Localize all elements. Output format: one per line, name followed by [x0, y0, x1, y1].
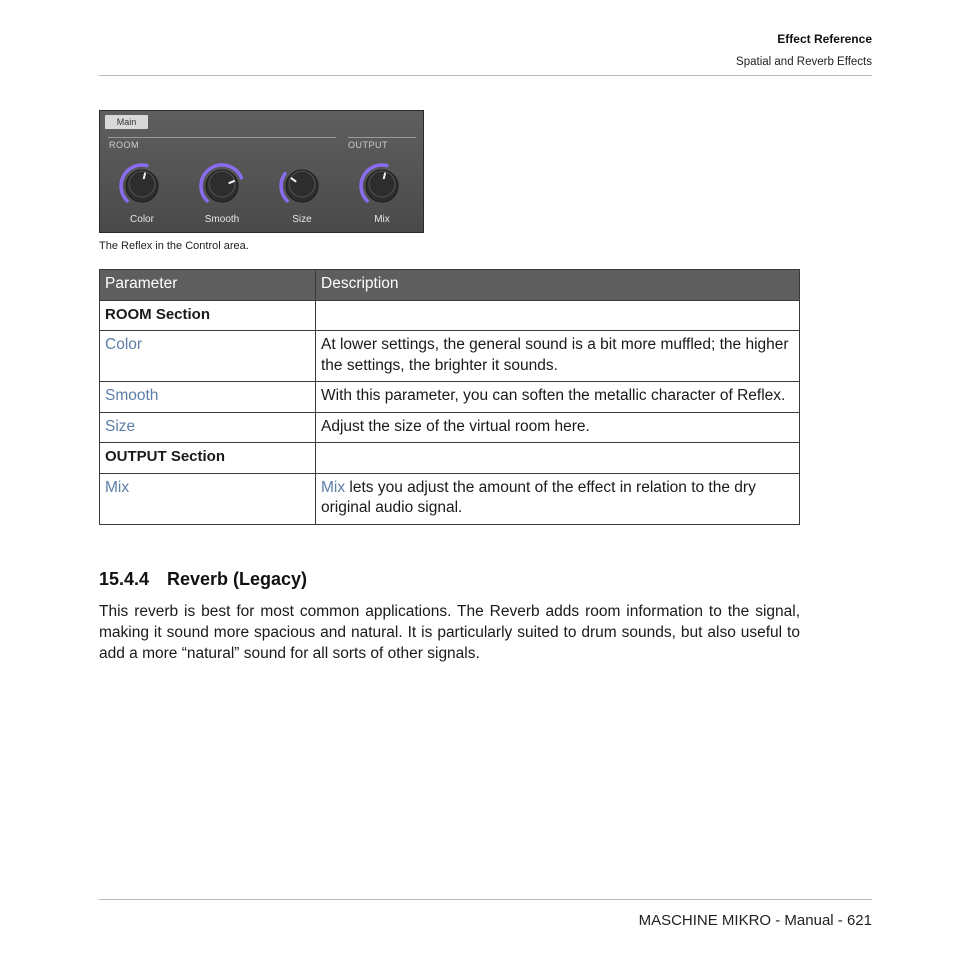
table-header-row [100, 270, 800, 301]
section-body: This reverb is best for most common applications. The Reverb adds room information to the signal, making it sound more spacious and natural. It is particularly suited to drum sounds, but also useful to add a more “natural” sound for all sorts of other signals. [99, 603, 800, 662]
knob-graphic [117, 161, 167, 211]
knob-label-color: Color [130, 214, 154, 225]
section-name: ROOM Section [105, 305, 211, 323]
parameter-link: Color [105, 336, 143, 353]
room-section-line [108, 137, 336, 138]
table-row [100, 412, 800, 443]
parameter-name-cell[interactable] [100, 473, 316, 524]
parameter-name-cell[interactable] [100, 382, 316, 413]
section-name-cell [100, 300, 316, 331]
page-footer: MASCHINE MIKRO - Manual - 621 [638, 912, 872, 929]
description-cell [316, 443, 800, 474]
knob-label-mix: Mix [374, 214, 390, 225]
figure-caption: The Reflex in the Control area. [99, 240, 249, 252]
output-section-label: OUTPUT [348, 140, 388, 150]
page-header-subtitle: Spatial and Reverb Effects [736, 56, 872, 68]
control-area-panel [99, 110, 424, 233]
knob-label-smooth: Smooth [204, 214, 240, 225]
room-section-label: ROOM [109, 140, 139, 150]
table-row [100, 473, 800, 524]
section-name: OUTPUT Section [105, 448, 226, 465]
section-name-cell [100, 443, 316, 474]
section-title: Reverb (Legacy) [167, 569, 308, 589]
description-text: Adjust the size of the virtual room here. [321, 417, 590, 435]
description-cell [316, 382, 800, 413]
page-header-title: Effect Reference [777, 32, 872, 46]
parameter-name-cell[interactable] [100, 412, 316, 443]
description-text: lets you adjust the amount of the effect in relation to the dry original audio signal. [321, 478, 756, 516]
section-heading [99, 569, 307, 590]
column-header-description: Description [316, 270, 800, 301]
description-text: With this parameter, you can soften the metallic character of Reflex. [321, 387, 786, 404]
parameter-link: Size [105, 417, 136, 435]
description-cell [316, 412, 800, 443]
knob-graphic [277, 161, 327, 211]
parameter-link: Smooth [105, 387, 159, 404]
header-rule [99, 75, 872, 76]
table-row [100, 382, 800, 413]
description-cell [316, 331, 800, 382]
table-body [100, 300, 800, 524]
knob-size[interactable] [277, 161, 327, 211]
description-link[interactable]: Mix [321, 478, 346, 496]
output-section-line [348, 137, 416, 138]
description-text: At lower settings, the general sound is a bit more muffled; the higher the settings, the brighter it sounds. [321, 336, 789, 374]
table-row [100, 331, 800, 382]
description-cell [316, 300, 800, 331]
tab-main[interactable]: Main [105, 115, 148, 129]
parameter-link: Mix [105, 478, 130, 496]
knob-pointer [384, 173, 385, 178]
column-header-parameter: Parameter [100, 270, 316, 301]
section-number: 15.4.4 [99, 569, 150, 589]
knob-graphic [197, 161, 247, 211]
table-section-row [100, 443, 800, 474]
knob-label-size: Size [292, 214, 312, 225]
knob-pointer [144, 173, 145, 178]
parameter-name-cell[interactable] [100, 331, 316, 382]
knob-color[interactable] [117, 161, 167, 211]
description-cell [316, 473, 800, 524]
knob-graphic [357, 161, 407, 211]
knob-mix[interactable] [357, 161, 407, 211]
parameter-table [99, 269, 800, 525]
table-section-row [100, 300, 800, 331]
footer-rule [99, 899, 872, 900]
knob-smooth[interactable] [197, 161, 247, 211]
